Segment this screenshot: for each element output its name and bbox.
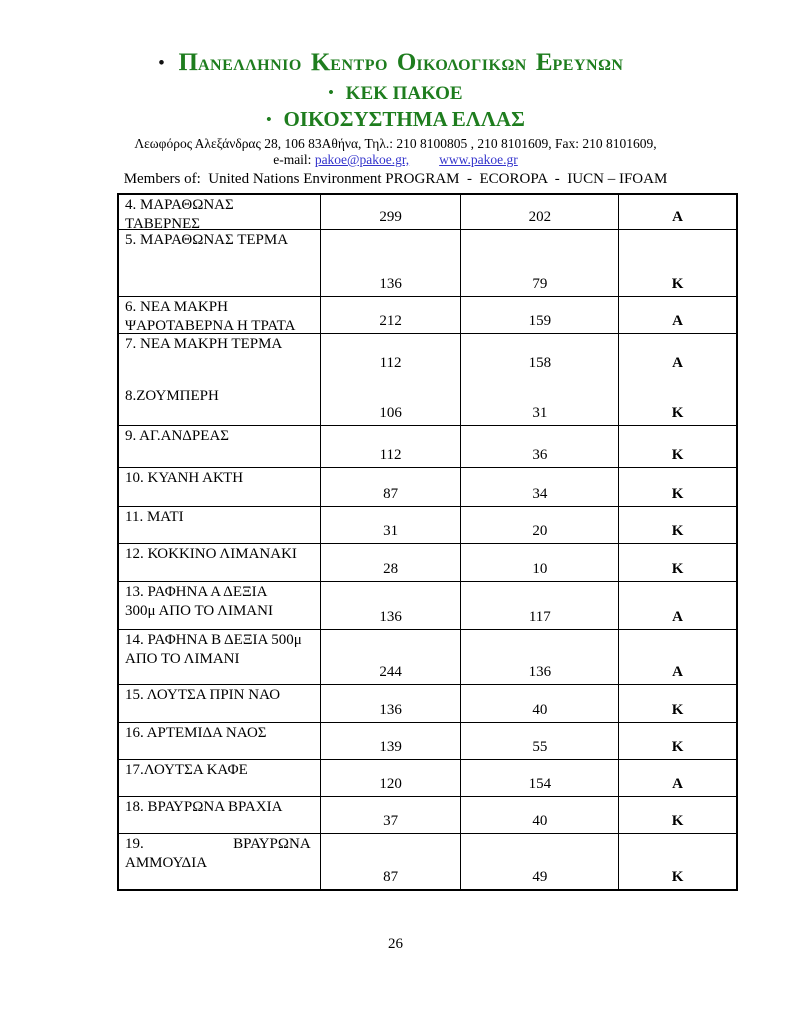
- table-row: [119, 195, 736, 230]
- value-text: 106: [379, 405, 402, 421]
- category-text: Α: [672, 664, 684, 680]
- value1-cell: [321, 582, 462, 629]
- value-text: 36: [532, 447, 548, 463]
- value2-cell: [461, 544, 619, 581]
- category-text: Κ: [671, 447, 684, 463]
- category-cell: [619, 834, 736, 889]
- value1-cell: [321, 834, 462, 889]
- org-title-word: ΕΡΕΥΝΩΝ: [535, 49, 624, 76]
- email-link[interactable]: pakoe@pakoe.gr,: [314, 152, 410, 167]
- location-line: [125, 835, 315, 854]
- location-cell: [119, 797, 321, 833]
- value-text: 112: [379, 447, 402, 463]
- org-title-parts: [178, 49, 633, 76]
- category-cell: [619, 507, 736, 543]
- website-link[interactable]: www.pakoe.gr: [439, 152, 518, 167]
- value1-cell: [321, 723, 462, 759]
- category-text: Κ: [671, 405, 684, 421]
- value-text: 87: [383, 869, 399, 885]
- location-cell: [119, 507, 321, 543]
- value-text: 40: [532, 813, 548, 829]
- value2-cell: [461, 195, 619, 229]
- value2-cell: [461, 630, 619, 684]
- members-line: Members of: United Nations Environment PROGRAM - ECOROPA - IUCN – IFOAM: [123, 171, 668, 187]
- subtitle-oikosystima: [0, 106, 791, 133]
- category-text: Κ: [671, 486, 684, 502]
- value2-cell: [461, 468, 619, 506]
- table-row: [119, 630, 736, 685]
- results-table: [117, 193, 738, 891]
- value1-cell: [321, 297, 462, 333]
- category-text: Α: [672, 776, 684, 792]
- table-row: [119, 723, 736, 760]
- category-cell: [619, 468, 736, 506]
- contact-line: [0, 152, 791, 168]
- value-text: 136: [528, 664, 552, 680]
- location-cell: [119, 334, 321, 425]
- value-text: 79: [532, 276, 548, 292]
- value1-cell: [321, 468, 462, 506]
- location-line: ΑΠΟ ΤΟ ΛΙΜΑΝΙ: [125, 650, 240, 667]
- value-text: 37: [383, 813, 399, 829]
- bullet-icon: •: [158, 53, 165, 72]
- address-line: Λεωφόρος Αλεξάνδρας 28, 106 83Αθήνα, Τηλ.: 210 8100805 , 210 8101609, Fax: 210 8101609,: [134, 136, 657, 151]
- location-cell: [119, 468, 321, 506]
- value1-cell: [321, 797, 462, 833]
- location-cell: [119, 426, 321, 467]
- value2-cell: [461, 760, 619, 796]
- location-line: 15. ΛΟΥΤΣΑ ΠΡΙΝ ΝΑΟ: [125, 687, 281, 703]
- value1-cell: [321, 195, 462, 229]
- category-text: Α: [672, 209, 684, 225]
- value-text: 20: [532, 523, 548, 539]
- value-text: 49: [532, 869, 548, 885]
- org-title-word: ΚΕΝΤΡΟ: [310, 49, 388, 76]
- value1-cell: [321, 426, 462, 467]
- location-line-left: 19.: [125, 836, 144, 852]
- category-cell: [619, 685, 736, 722]
- location-line: 11. ΜΑΤΙ: [125, 509, 184, 525]
- location-cell: [119, 760, 321, 796]
- value-text: 10: [532, 561, 548, 577]
- category-text: Κ: [671, 523, 684, 539]
- location-line: 300μ ΑΠΟ ΤΟ ΛΙΜΑΝΙ: [125, 602, 273, 619]
- location-line: 17.ΛΟΥΤΣΑ ΚΑΦΕ: [125, 762, 248, 778]
- location-cell: [119, 723, 321, 759]
- category-cell: [619, 195, 736, 229]
- value-text: 112: [379, 355, 402, 371]
- location-line: ΑΜΜΟΥΔΙΑ: [125, 854, 208, 871]
- location-cell: [119, 685, 321, 722]
- subtitle-oikosystima-text: ΟΙΚΟΣΥΣΤΗΜΑ ΕΛΛΑΣ: [283, 107, 525, 131]
- value1-cell: [321, 334, 462, 425]
- location-line: 9. ΑΓ.ΑΝΔΡΕΑΣ: [125, 428, 230, 444]
- subtitle-kek-pakoe: [0, 81, 791, 106]
- table-row: [119, 797, 736, 834]
- table-row: [119, 760, 736, 797]
- location-line: 8.ΖΟΥΜΠΕΡΗ: [125, 387, 219, 404]
- category-cell: [619, 723, 736, 759]
- location-cell: [119, 544, 321, 581]
- location-cell: [119, 297, 321, 333]
- category-text: Κ: [671, 739, 684, 755]
- org-title-word: ΟΙΚΟΛΟΓΙΚΩΝ: [396, 49, 527, 76]
- category-text: Α: [672, 609, 684, 625]
- location-line: ΤΑΒΕΡΝΕΣ: [125, 215, 201, 229]
- location-line: 10. ΚΥΑΝΗ ΑΚΤΗ: [125, 470, 244, 486]
- value-text: 202: [528, 209, 552, 225]
- value-text: 40: [532, 702, 548, 718]
- category-text: Κ: [671, 869, 684, 885]
- category-cell: [619, 582, 736, 629]
- value-text: 55: [532, 739, 548, 755]
- table-row: [119, 685, 736, 723]
- table-row: [119, 334, 736, 426]
- location-line: 18. ΒΡΑΥΡΩΝΑ ΒΡΑΧΙΑ: [125, 799, 283, 815]
- value-text: 120: [379, 776, 402, 792]
- location-line: 6. ΝΕΑ ΜΑΚΡΗ: [125, 299, 228, 315]
- location-line: 5. ΜΑΡΑΘΩΝΑΣ ΤΕΡΜΑ: [125, 232, 289, 248]
- value2-cell: [461, 723, 619, 759]
- value-text: 158: [528, 355, 552, 371]
- location-line: 7. ΝΕΑ ΜΑΚΡΗ ΤΕΡΜΑ: [125, 336, 283, 352]
- value1-cell: [321, 230, 462, 296]
- value2-cell: [461, 582, 619, 629]
- value1-cell: [321, 760, 462, 796]
- location-line: 14. ΡΑΦΗΝΑ Β ΔΕΞΙΑ 500μ: [125, 632, 302, 648]
- table-row: [119, 834, 736, 889]
- category-cell: [619, 797, 736, 833]
- bullet-icon: •: [328, 85, 334, 101]
- category-text: Κ: [671, 813, 684, 829]
- location-line-right: ΒΡΑΥΡΩΝΑ: [233, 836, 311, 852]
- location-cell: [119, 195, 321, 229]
- value2-cell: [461, 426, 619, 467]
- table-row: [119, 507, 736, 544]
- value1-cell: [321, 630, 462, 684]
- location-line: 12. ΚΟΚΚΙΝΟ ΛΙΜΑΝΑΚΙ: [125, 546, 297, 562]
- value-text: 244: [379, 664, 402, 680]
- category-cell: [619, 297, 736, 333]
- value-text: 117: [528, 609, 551, 625]
- value2-cell: [461, 685, 619, 722]
- value-text: 31: [532, 405, 548, 421]
- table-row: [119, 230, 736, 297]
- table-row: [119, 297, 736, 334]
- category-text: Κ: [671, 702, 684, 718]
- location-line: 16. ΑΡΤΕΜΙΔΑ ΝΑΟΣ: [125, 725, 267, 741]
- value2-cell: [461, 334, 619, 425]
- value1-cell: [321, 685, 462, 722]
- category-text: Α: [672, 355, 684, 371]
- location-cell: [119, 834, 321, 889]
- email-label: e-mail:: [273, 152, 315, 167]
- value-text: 87: [383, 486, 399, 502]
- value2-cell: [461, 230, 619, 296]
- value-text: 154: [528, 776, 552, 792]
- value-text: 34: [532, 486, 548, 502]
- category-cell: [619, 544, 736, 581]
- value-text: 28: [383, 561, 399, 577]
- location-line: 4. ΜΑΡΑΘΩΝΑΣ: [125, 197, 234, 213]
- value2-cell: [461, 797, 619, 833]
- value-text: 299: [379, 209, 402, 225]
- letterhead: [0, 0, 791, 190]
- category-cell: [619, 334, 736, 425]
- org-title: [0, 48, 791, 81]
- location-cell: [119, 630, 321, 684]
- page-number: 26: [388, 936, 403, 952]
- value2-cell: [461, 297, 619, 333]
- value2-cell: [461, 834, 619, 889]
- table-row: [119, 582, 736, 630]
- value-text: 136: [379, 609, 402, 625]
- category-cell: [619, 426, 736, 467]
- location-cell: [119, 582, 321, 629]
- value-text: 136: [379, 702, 402, 718]
- category-text: Κ: [671, 276, 684, 292]
- category-text: Α: [672, 313, 684, 329]
- table-row: [119, 468, 736, 507]
- value-text: 212: [379, 313, 402, 329]
- subtitle-kek-pakoe-text: ΚΕΚ ΠΑΚΟΕ: [345, 83, 463, 104]
- location-line: ΨΑΡΟΤΑΒΕΡΝΑ Η ΤΡΑΤΑ: [125, 317, 296, 333]
- location-cell: [119, 230, 321, 296]
- category-cell: [619, 760, 736, 796]
- table-row: [119, 426, 736, 468]
- value1-cell: [321, 507, 462, 543]
- value-text: 31: [383, 523, 399, 539]
- value1-cell: [321, 544, 462, 581]
- bullet-icon: •: [266, 112, 272, 128]
- value-text: 136: [379, 276, 402, 292]
- org-title-word: ΠΑΝΕΛΛΗΝΙΟ: [178, 49, 302, 76]
- category-cell: [619, 630, 736, 684]
- value-text: 139: [379, 739, 402, 755]
- value-text: 159: [528, 313, 552, 329]
- category-cell: [619, 230, 736, 296]
- table-row: [119, 544, 736, 582]
- value2-cell: [461, 507, 619, 543]
- location-line: 13. ΡΑΦΗΝΑ Α ΔΕΞΙΑ: [125, 584, 268, 600]
- category-text: Κ: [671, 561, 684, 577]
